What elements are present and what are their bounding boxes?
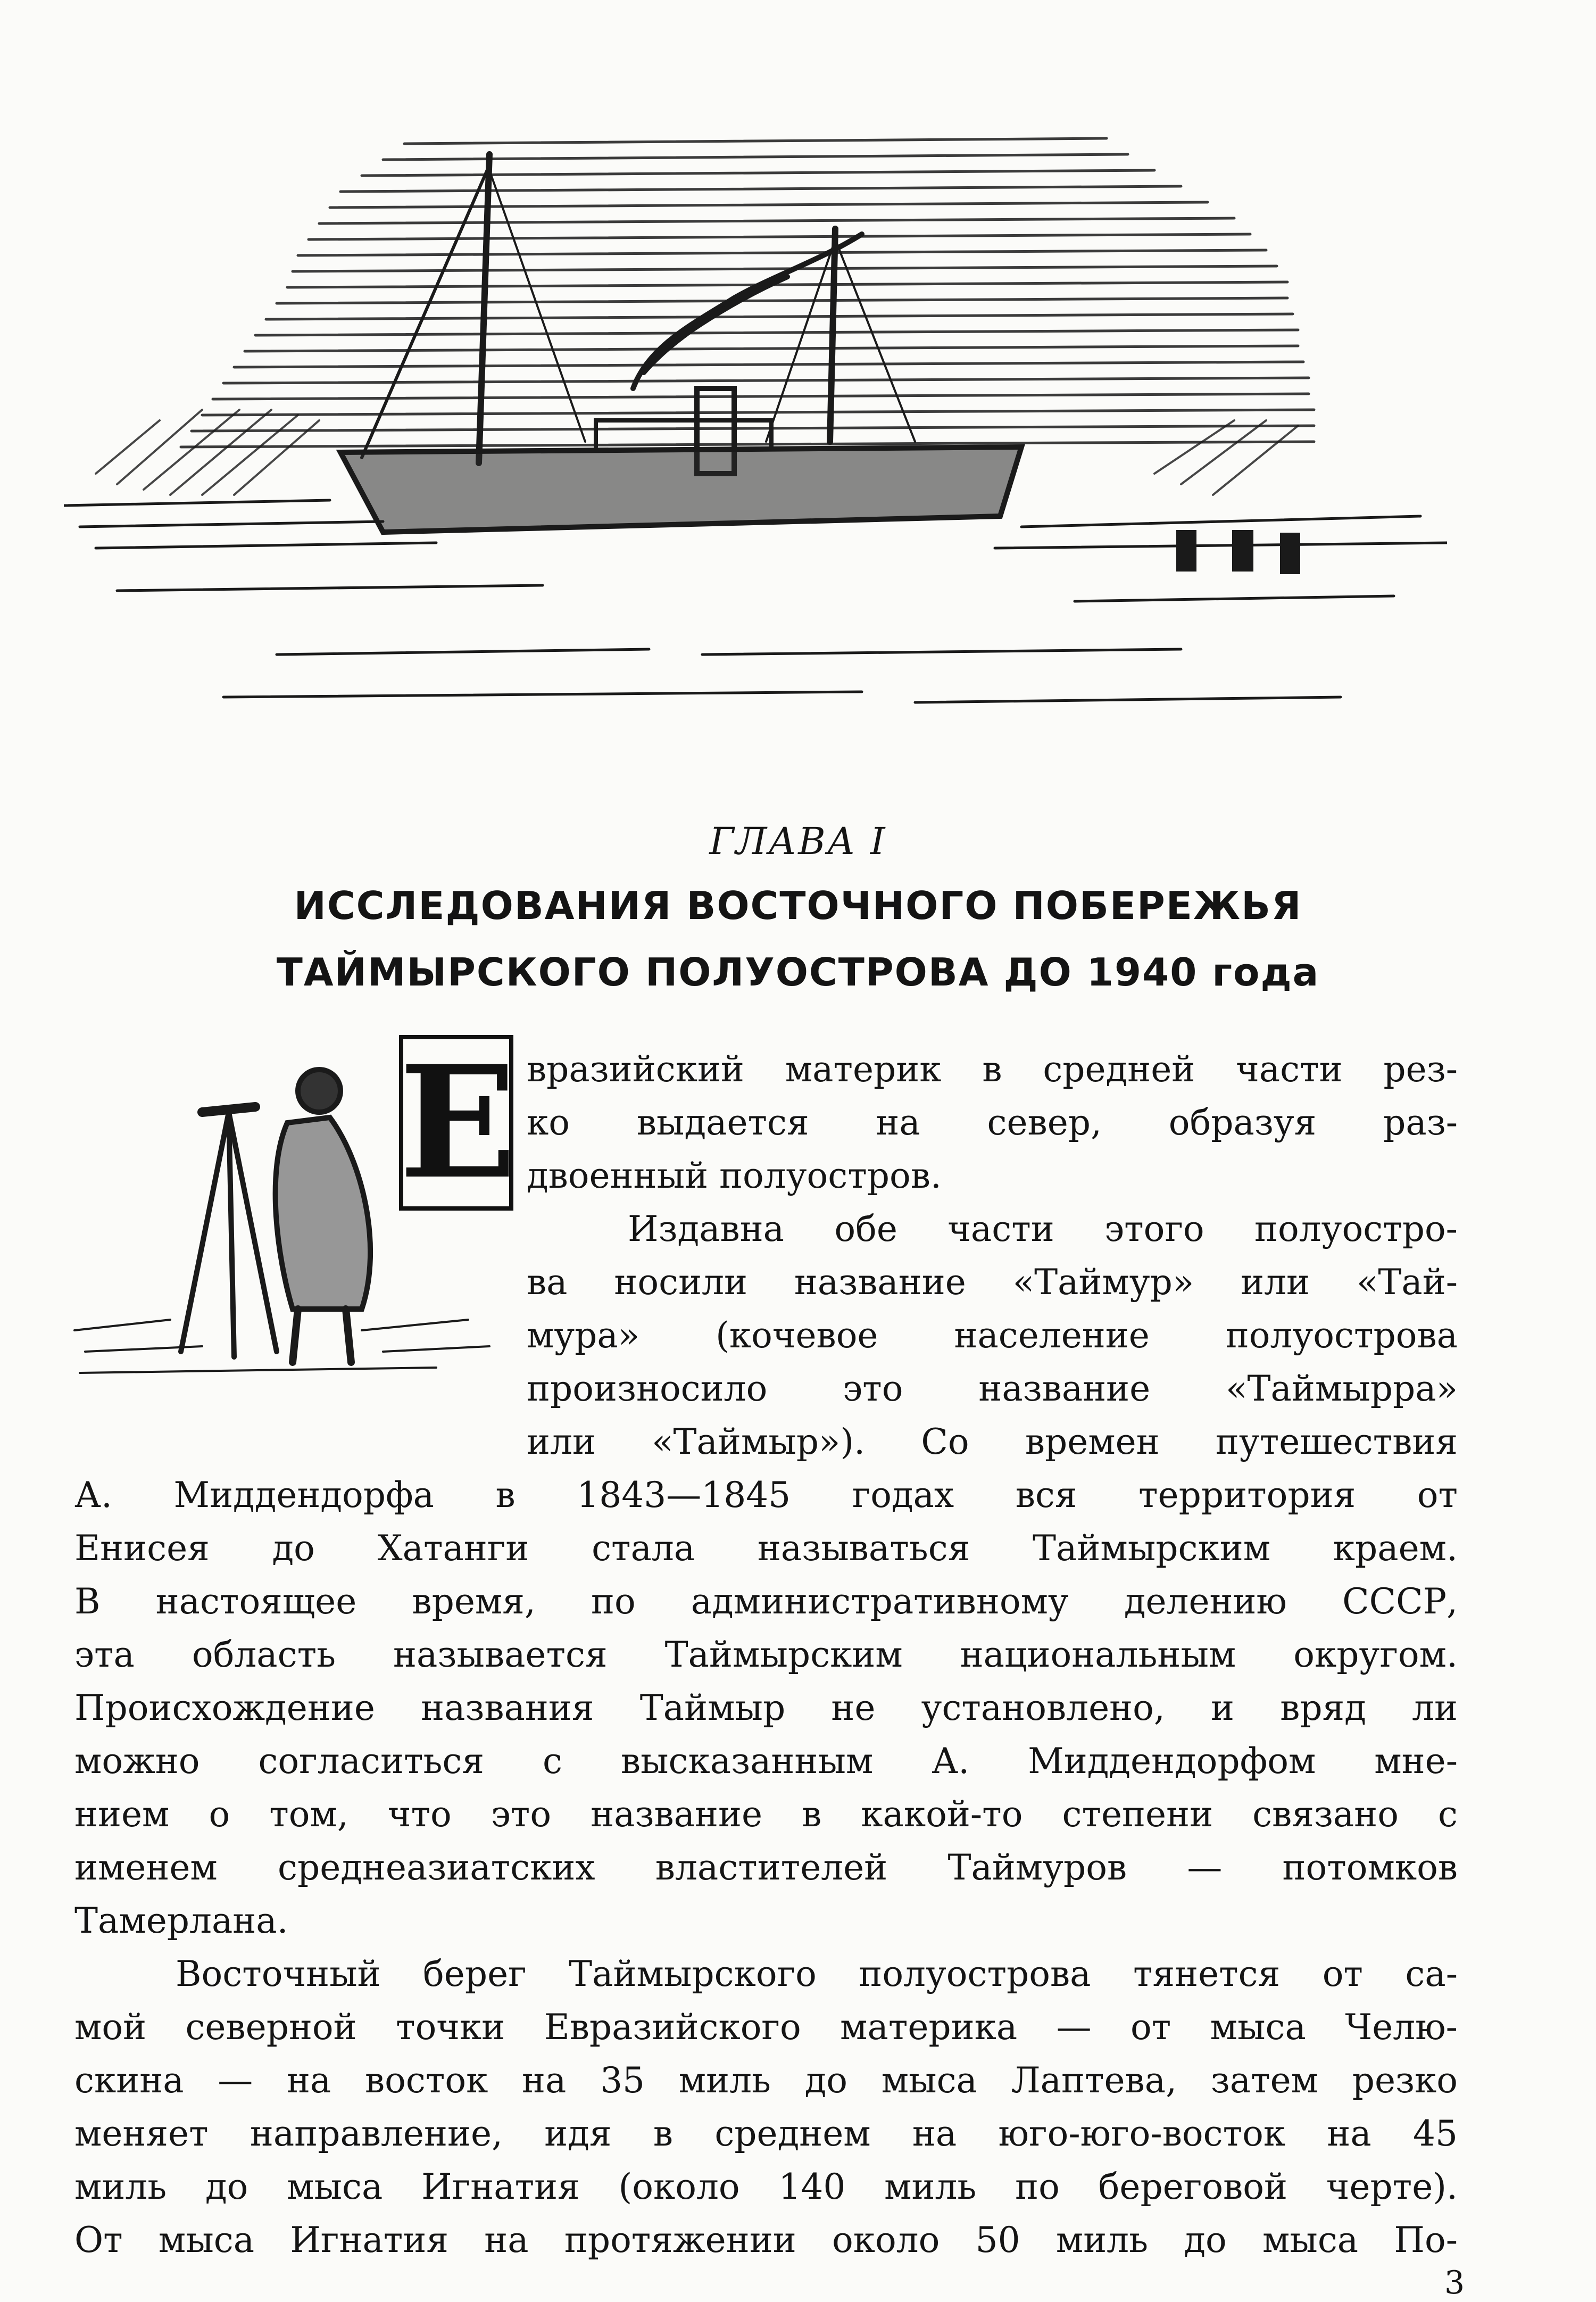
body-line: вразийский материк в средней части рез- — [527, 1049, 1458, 1090]
body-line: скина — на восток на 35 миль до мыса Лаптева, затем резко — [74, 2060, 1458, 2101]
body-line: ко выдается на север, образуя раз- — [527, 1102, 1458, 1143]
body-line: мура» (кочевое население полуострова — [527, 1315, 1458, 1356]
body-line: или «Таймыр»). Со времен путешествия — [527, 1421, 1458, 1462]
body-line: А. Миддендорфа в 1843—1845 годах вся территория от — [74, 1475, 1458, 1516]
body-line: можно согласиться с высказанным А. Миддендорфом мне- — [74, 1741, 1458, 1782]
chapter-label: ГЛАВА I — [709, 819, 887, 863]
chapter-title-line-2: ТАЙМЫРСКОГО ПОЛУОСТРОВА ДО 1940 года — [276, 950, 1320, 995]
body-line: именем среднеазиатских властителей Таймуров — потомков — [74, 1847, 1458, 1888]
body-line: В настоящее время, по административному делению СССР, — [74, 1581, 1458, 1622]
chapter-title-line-1: ИССЛЕДОВАНИЯ ВОСТОЧНОГО ПОБЕРЕЖЬЯ — [294, 883, 1302, 928]
body-line: произносило это название «Таймырра» — [527, 1368, 1458, 1409]
drop-cap-letter: Е — [399, 1032, 517, 1213]
body-line: нием о том, что это название в какой-то степени связано с — [74, 1794, 1458, 1835]
body-line: Происхождение названия Таймыр не установлено, и вряд ли — [74, 1687, 1458, 1728]
body-line: Енисея до Хатанги стала называться Таймырским краем. — [74, 1528, 1458, 1569]
body-line: миль до мыса Игнатия (около 140 миль по береговой черте). — [74, 2166, 1458, 2207]
body-line: меняет направление, идя в среднем на юго-юго-восток на 45 — [74, 2113, 1458, 2154]
body-line: ва носили название «Таймур» или «Тай- — [527, 1262, 1458, 1303]
body-line: эта область называется Таймырским национальным округом. — [74, 1634, 1458, 1675]
chapter-title — [64, 873, 1532, 1006]
body-line: мой северной точки Евразийского материка — от мыса Челю- — [74, 2007, 1458, 2048]
ship-illustration — [64, 122, 1447, 724]
body-line: От мыса Игнатия на протяжении около 50 миль до мыса По- — [74, 2220, 1458, 2260]
body-line: Издавна обе части этого полуостро- — [628, 1208, 1458, 1249]
body-line: двоенный полуостров. — [527, 1155, 942, 1196]
page-number: 3 — [1444, 2264, 1465, 2301]
body-line: Восточный берег Таймырского полуострова тянется от са- — [176, 1953, 1458, 1994]
drop-cap — [399, 1032, 517, 1213]
body-line: Тамерлана. — [74, 1900, 288, 1941]
